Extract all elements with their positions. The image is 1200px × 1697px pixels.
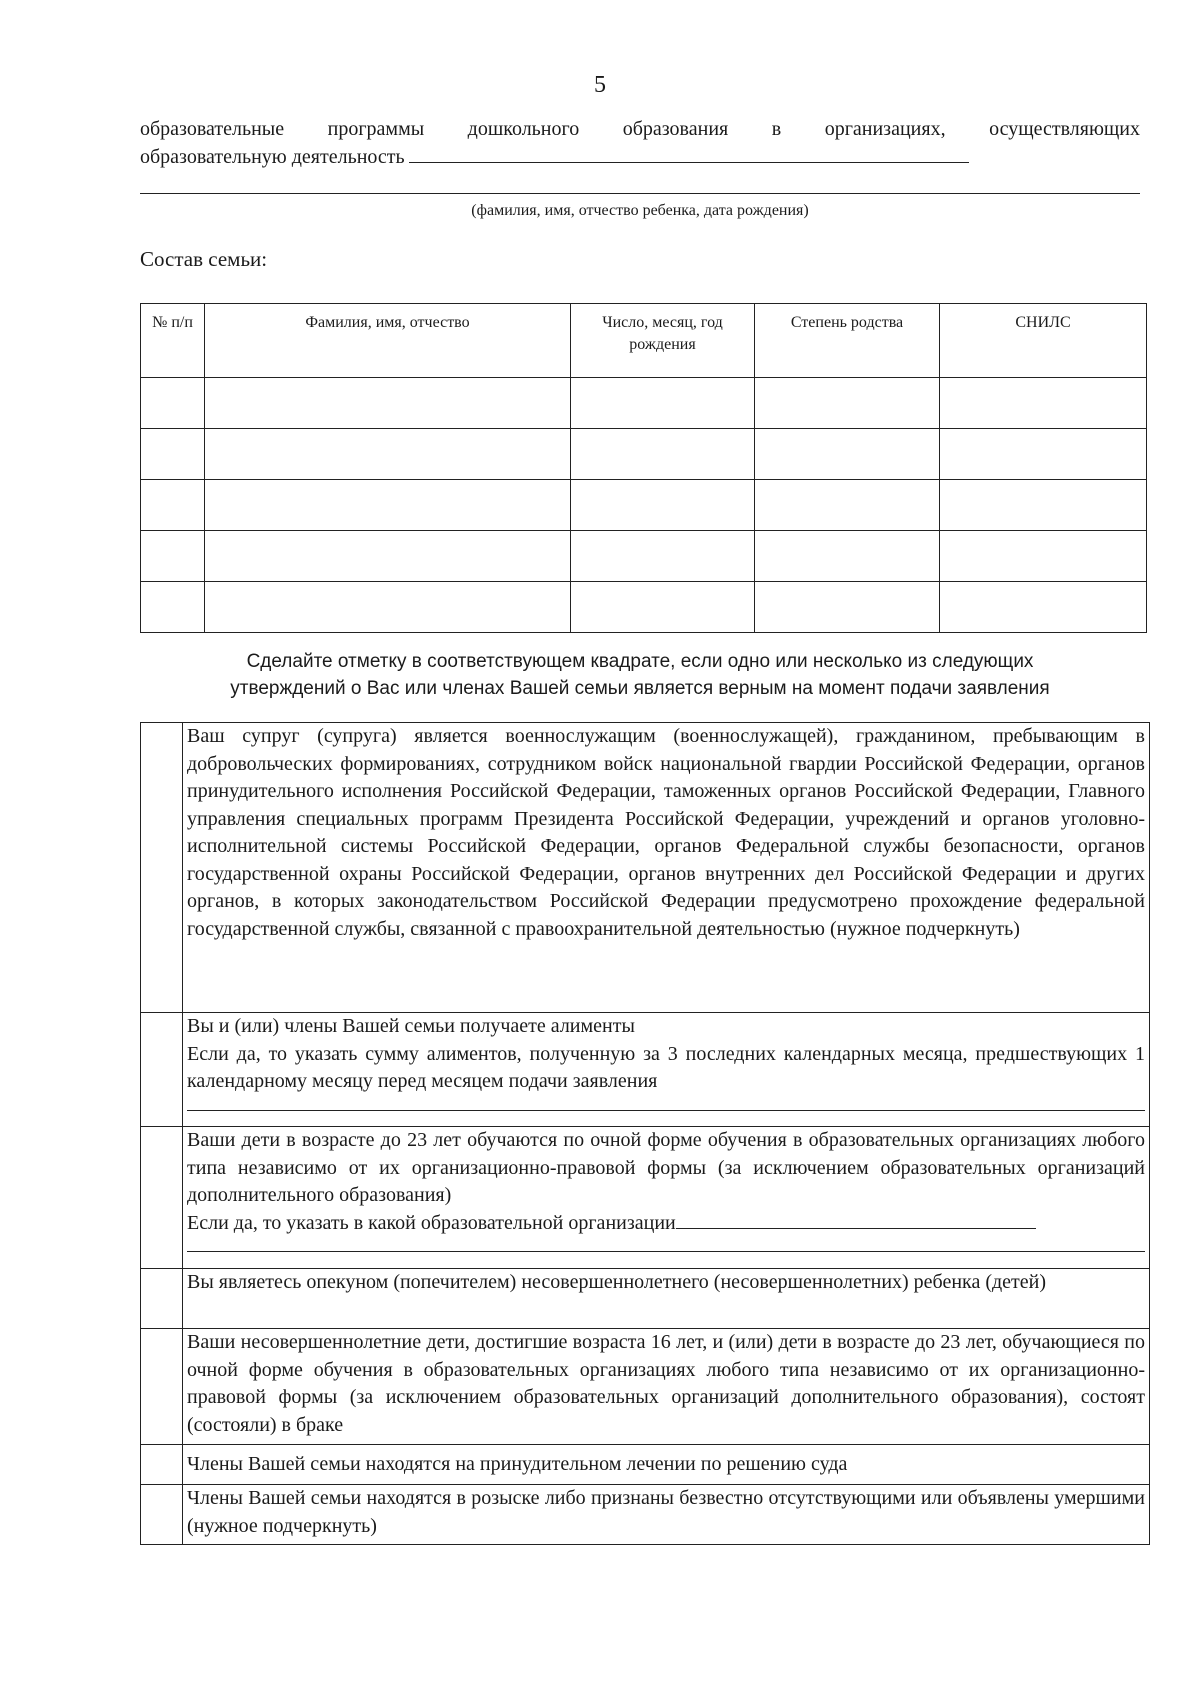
table-cell[interactable]: [205, 429, 571, 480]
table-cell[interactable]: [141, 582, 205, 633]
statement-married-children: Ваши несовершеннолетние дети, достигшие возраста 16 лет, и (или) дети в возрасте до 23 лет, обучающиеся по очной форме обучения в образовательных организациях любого типа независимо от их организационно-правовой формы (за исключением образовательных организаций дополнительного образования), состоят (состояли) в браке: [183, 1329, 1150, 1445]
table-cell[interactable]: [141, 531, 205, 582]
statement-checkbox[interactable]: [141, 1485, 183, 1545]
table-cell[interactable]: [571, 480, 755, 531]
table-cell[interactable]: [755, 429, 940, 480]
statement-checkbox[interactable]: [141, 1329, 183, 1445]
table-cell[interactable]: [755, 582, 940, 633]
instruction-line-2: утверждений о Вас или членах Вашей семьи является верным на момент подачи заявления: [230, 678, 1050, 699]
statement-alimony-amount-prompt: Если да, то указать сумму алиментов, полученную за 3 последних календарных месяца, предшествующих 1 календарному месяцу перед месяцем подачи заявления: [187, 1042, 1145, 1092]
statement-guardian: Вы являетесь опекуном (попечителем) несовершеннолетнего (несовершеннолетних) ребенка (детей): [183, 1269, 1150, 1329]
education-org-extra-line[interactable]: [187, 1237, 1145, 1252]
table-cell[interactable]: [571, 378, 755, 429]
table-cell[interactable]: [755, 531, 940, 582]
statement-alimony-text: Вы и (или) члены Вашей семьи получаете алименты: [187, 1015, 635, 1037]
table-row: [141, 429, 1147, 480]
table-row: [141, 378, 1147, 429]
table-cell[interactable]: [205, 531, 571, 582]
statement-children-students: [183, 1127, 1150, 1269]
table-row: [141, 480, 1147, 531]
intro-line-2-text: образовательную деятельность: [140, 146, 405, 168]
table-cell[interactable]: [755, 480, 940, 531]
statement-military-spouse: Ваш супруг (супруга) является военнослужащим (военнослужащей), гражданином, пребывающим в добровольческих формированиях, сотрудником войск национальной гвардии Российской Федерации, органов принудительного исполнения Российской Федерации, таможенных органов Российской Федерации, Главного управления специальных программ Президента Российской Федерации, учреждений и органов уголовно-исполнительной системы Российской Федерации, органов Федеральной службы безопасности, органов государственной охраны Российской Федерации, органов внутренних дел Российской Федерации и других органов, в которых законодательством Российской Федерации предусмотрено прохождение федеральной государственной службы, связанной с правоохранительной деятельностью (нужное подчеркнуть): [183, 723, 1150, 1013]
col-snils: СНИЛС: [940, 304, 1147, 378]
statement-row: [141, 1485, 1150, 1545]
education-org-prompt-line: [187, 1210, 1145, 1238]
education-org-field[interactable]: [676, 1210, 1036, 1229]
statement-row: [141, 1445, 1150, 1485]
table-cell[interactable]: [141, 429, 205, 480]
col-relation: Степень родства: [755, 304, 940, 378]
table-cell[interactable]: [205, 480, 571, 531]
statement-row: [141, 723, 1150, 1013]
child-field-caption: (фамилия, имя, отчество ребенка, дата рождения): [471, 202, 809, 219]
table-row: [141, 582, 1147, 633]
education-org-prompt: Если да, то указать в какой образовательной организации: [187, 1211, 676, 1234]
table-cell[interactable]: [940, 429, 1147, 480]
statement-checkbox[interactable]: [141, 723, 183, 1013]
statement-missing-members: Члены Вашей семьи находятся в розыске либо признаны безвестно отсутствующими или объявлены умершими (нужное подчеркнуть): [183, 1485, 1150, 1545]
table-cell[interactable]: [141, 480, 205, 531]
statement-alimony: [183, 1013, 1150, 1127]
table-cell[interactable]: [571, 531, 755, 582]
table-cell[interactable]: [141, 378, 205, 429]
alimony-amount-field[interactable]: [187, 1096, 1145, 1111]
table-cell[interactable]: [571, 429, 755, 480]
statement-checkbox[interactable]: [141, 1445, 183, 1485]
col-number: № п/п: [141, 304, 205, 378]
table-cell[interactable]: [940, 582, 1147, 633]
family-title: Состав семьи:: [140, 247, 268, 271]
instruction-text: [140, 648, 1140, 702]
page-number: 5: [594, 72, 606, 98]
table-cell[interactable]: [205, 582, 571, 633]
instruction-line-1: Сделайте отметку в соответствующем квадрате, если одно или несколько из следующих: [246, 651, 1034, 672]
table-cell[interactable]: [205, 378, 571, 429]
statements-table: [140, 722, 1150, 1545]
statement-row: [141, 1269, 1150, 1329]
table-cell[interactable]: [940, 531, 1147, 582]
intro-line-1: образовательные программы дошкольного образования в организациях, осуществляющих: [140, 118, 1140, 140]
statement-compulsory-treatment: Члены Вашей семьи находятся на принудительном лечении по решению суда: [183, 1445, 1150, 1485]
family-table-header: [141, 304, 1147, 378]
table-row: [141, 531, 1147, 582]
table-cell[interactable]: [940, 480, 1147, 531]
statement-checkbox[interactable]: [141, 1127, 183, 1269]
child-name-field-line[interactable]: [140, 193, 1140, 194]
statement-checkbox[interactable]: [141, 1013, 183, 1127]
table-cell[interactable]: [940, 378, 1147, 429]
family-table: [140, 303, 1147, 633]
statement-children-students-text: Ваши дети в возрасте до 23 лет обучаются по очной форме обучения в образовательных организациях любого типа независимо от их организационно-правовой формы (за исключением образовательных организаций дополнительного образования): [187, 1129, 1145, 1206]
statement-checkbox[interactable]: [141, 1269, 183, 1329]
statement-row: [141, 1013, 1150, 1127]
col-birth-date: Число, месяц, год рождения: [571, 304, 755, 378]
col-full-name: Фамилия, имя, отчество: [205, 304, 571, 378]
table-cell[interactable]: [571, 582, 755, 633]
intro-line-2: [140, 142, 1140, 170]
statement-row: [141, 1329, 1150, 1445]
table-cell[interactable]: [755, 378, 940, 429]
intro-text: [140, 116, 1140, 170]
child-name-field[interactable]: [409, 142, 969, 163]
statement-row: [141, 1127, 1150, 1269]
